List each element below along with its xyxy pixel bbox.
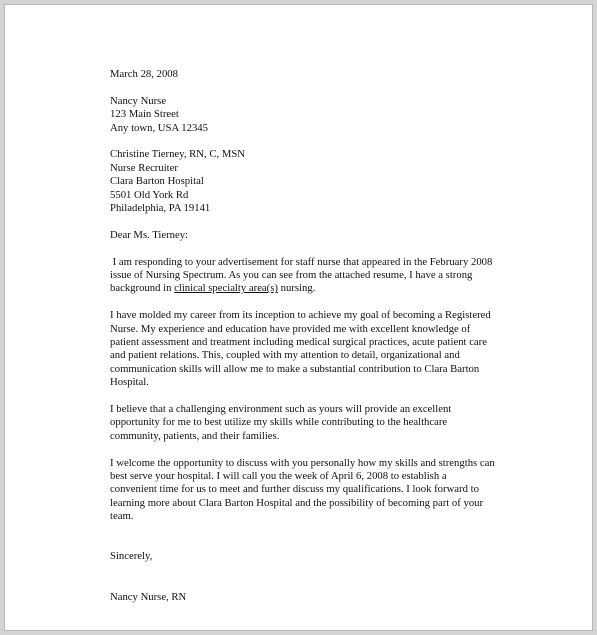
sender-city: Any town, USA 12345 bbox=[110, 121, 208, 134]
letter-date: March 28, 2008 bbox=[110, 68, 178, 80]
salutation-block bbox=[110, 229, 510, 242]
sender-street: 123 Main Street bbox=[110, 108, 179, 121]
recipient-organization: Clara Barton Hospital bbox=[110, 175, 204, 188]
letter-date-block bbox=[110, 68, 510, 81]
paragraph-line: I am responding to your advertisement for staff nurse that appeared in the February 2008 bbox=[110, 255, 493, 268]
recipient-street: 5501 Old York Rd bbox=[110, 188, 189, 201]
paragraph-line: convenient time for us to meet and further discuss my qualifications. I look forward to bbox=[110, 483, 479, 496]
paragraph-line: best serve your hospital. I will call you the week of April 6, 2008 to establish a bbox=[110, 470, 447, 483]
paragraph-line: issue of Nursing Spectrum. As you can see from the attached resume, I have a strong bbox=[110, 269, 473, 282]
paragraph-text: background in bbox=[110, 282, 175, 295]
specialty-placeholder: clinical specialty area(s) bbox=[174, 282, 278, 295]
paragraph-line: and patient relations. This, coupled with my attention to detail, organizational and bbox=[110, 349, 460, 362]
paragraph-line: community, patients, and their families. bbox=[110, 429, 280, 442]
paragraph-line: Nurse. My experience and education have provided me with excellent knowledge of bbox=[110, 322, 471, 335]
recipient-title: Nurse Recruiter bbox=[110, 161, 178, 174]
paragraph-line: I welcome the opportunity to discuss with you personally how my skills and strengths can bbox=[110, 456, 495, 469]
closing-block bbox=[110, 550, 510, 563]
signature-block bbox=[110, 591, 510, 604]
paragraph-line: team. bbox=[110, 510, 134, 523]
closing: Sincerely, bbox=[110, 550, 153, 563]
paragraph-line: I have molded my career from its inception to achieve my goal of becoming a Registered bbox=[110, 309, 491, 322]
salutation: Dear Ms. Tierney: bbox=[110, 228, 189, 241]
sender-name: Nancy Nurse bbox=[110, 94, 167, 107]
sender-address bbox=[110, 95, 510, 135]
spacer bbox=[110, 577, 510, 590]
recipient-name: Christine Tierney, RN, C, MSN bbox=[110, 148, 245, 161]
paragraph-1 bbox=[110, 256, 510, 296]
paragraph-text: nursing. bbox=[277, 282, 316, 295]
cover-letter bbox=[110, 68, 510, 617]
recipient-address bbox=[110, 148, 510, 215]
paragraph-line: Hospital. bbox=[110, 376, 149, 389]
paragraph-2 bbox=[110, 309, 510, 389]
paragraph-line-with-underline bbox=[110, 282, 510, 295]
paragraph-line: patient assessment and treatment including medical surgical practices, acute patient care bbox=[110, 336, 487, 349]
signature-name: Nancy Nurse, RN bbox=[110, 590, 187, 603]
paragraph-line: learning more about Clara Barton Hospital and the possibility of becoming part of your bbox=[110, 496, 484, 509]
spacer bbox=[110, 537, 510, 550]
paragraph-line: I believe that a challenging environment such as yours will provide an excellent bbox=[110, 403, 452, 416]
paragraph-line: opportunity for me to best utilize my skills while contributing to the healthcare bbox=[110, 416, 448, 429]
paragraph-3 bbox=[110, 403, 510, 443]
recipient-city: Philadelphia, PA 19141 bbox=[110, 202, 211, 215]
paragraph-line: communication skills will allow me to make a substantial contribution to Clara Barton bbox=[110, 362, 480, 375]
paragraph-4 bbox=[110, 457, 510, 524]
